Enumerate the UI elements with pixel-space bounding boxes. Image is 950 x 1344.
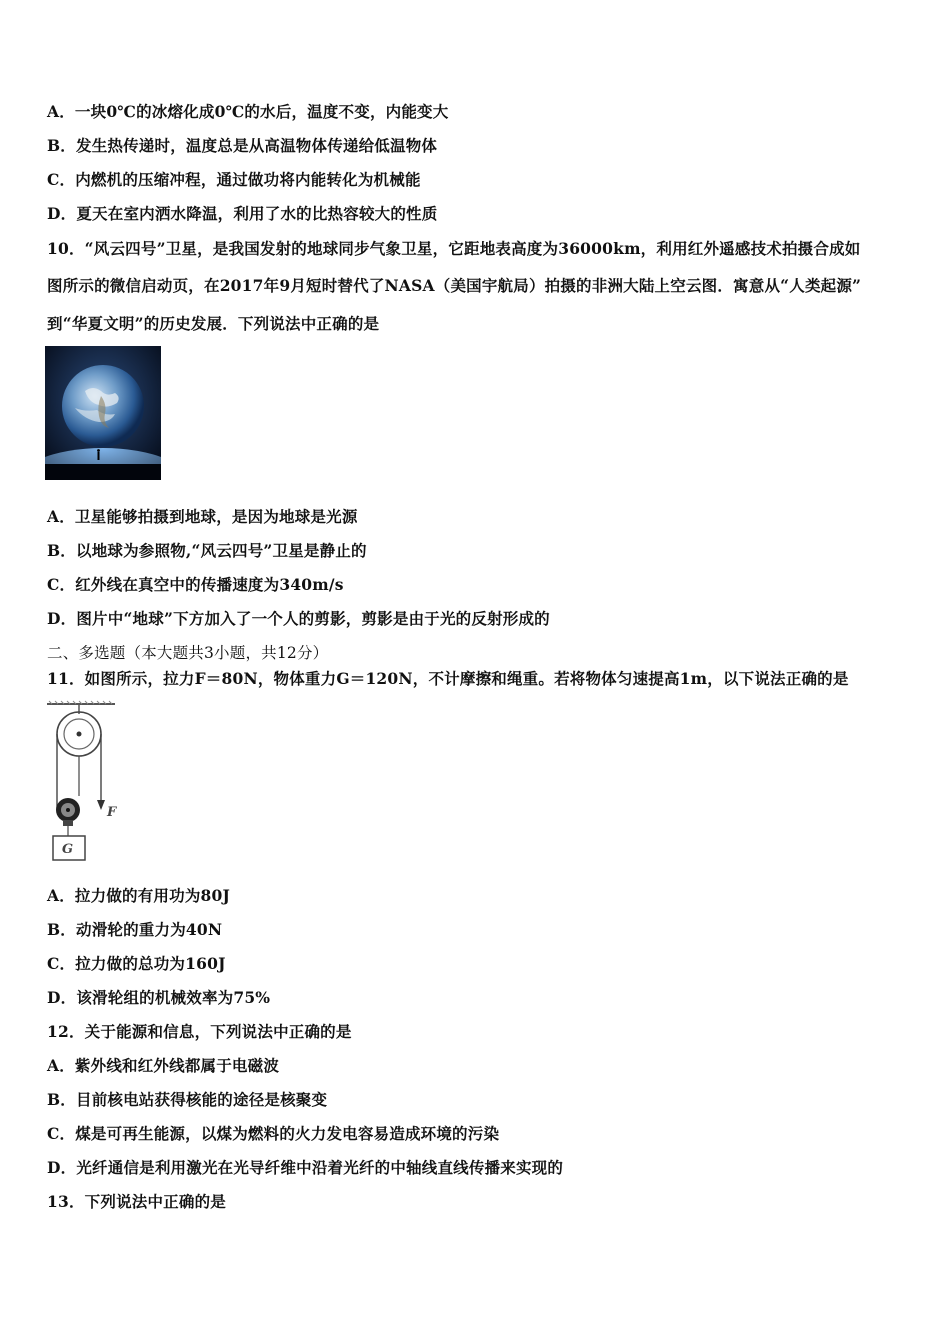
pulley-diagram	[45, 700, 143, 866]
q10-stem-line1: 10．“风云四号”卫星，是我国发射的地球同步气象卫星，它距地表高度为36000km，利用红外遥感技术拍摄合成如	[47, 239, 861, 258]
q12-option-b: B．目前核电站获得核能的途径是核聚变	[47, 1090, 328, 1109]
label-g: G	[62, 842, 74, 857]
q10-option-c: C．红外线在真空中的传播速度为340m/s	[47, 575, 344, 594]
q10-option-a: A．卫星能够拍摄到地球，是因为地球是光源	[47, 507, 358, 526]
q12-option-d: D．光纤通信是利用激光在光导纤维中沿着光纤的中轴线直线传播来实现的	[47, 1158, 564, 1177]
q10-stem-line3: 到“华夏文明”的历史发展．下列说法中正确的是	[47, 314, 380, 333]
q11-option-a: A．拉力做的有用功为80J	[47, 886, 231, 905]
q13-stem: 13．下列说法中正确的是	[47, 1192, 226, 1211]
pulley-illustration	[45, 700, 143, 866]
q9-option-c: C．内燃机的压缩冲程，通过做功将内能转化为机械能	[47, 170, 421, 189]
q9-option-b: B．发生热传递时，温度总是从高温物体传递给低温物体	[47, 136, 438, 155]
q10-option-d: D．图片中“地球”下方加入了一个人的剪影，剪影是由于光的反射形成的	[47, 609, 550, 628]
q11-option-b: B．动滑轮的重力为40N	[47, 920, 223, 939]
q11-stem: 11．如图所示，拉力F＝80N，物体重力G＝120N，不计摩擦和绳重。若将物体匀速提高1m，以下说法正确的是	[47, 669, 849, 688]
q12-option-a: A．紫外线和红外线都属于电磁波	[47, 1056, 280, 1075]
section-heading: 二、多选题（本大题共3小题，共12分）	[47, 644, 329, 662]
q9-option-d: D．夏天在室内洒水降温，利用了水的比热容较大的性质	[47, 204, 438, 223]
q11-option-c: C．拉力做的总功为160J	[47, 954, 226, 973]
q9-option-a: A．一块0℃的冰熔化成0℃的水后，温度不变，内能变大	[47, 102, 449, 121]
q12-stem: 12．关于能源和信息，下列说法中正确的是	[47, 1022, 352, 1041]
q10-option-b: B．以地球为参照物,“风云四号”卫星是静止的	[47, 541, 367, 560]
q12-option-c: C．煤是可再生能源，以煤为燃料的火力发电容易造成环境的污染	[47, 1124, 500, 1143]
q10-stem-line2: 图所示的微信启动页，在2017年9月短时替代了NASA（美国宇航局）拍摄的非洲大陆上空云图．寓意从“人类起源”	[47, 276, 862, 295]
label-f: F	[107, 805, 117, 820]
earth-image	[45, 346, 161, 480]
earth-illustration	[45, 346, 161, 480]
q11-option-d: D．该滑轮组的机械效率为75%	[47, 988, 271, 1007]
